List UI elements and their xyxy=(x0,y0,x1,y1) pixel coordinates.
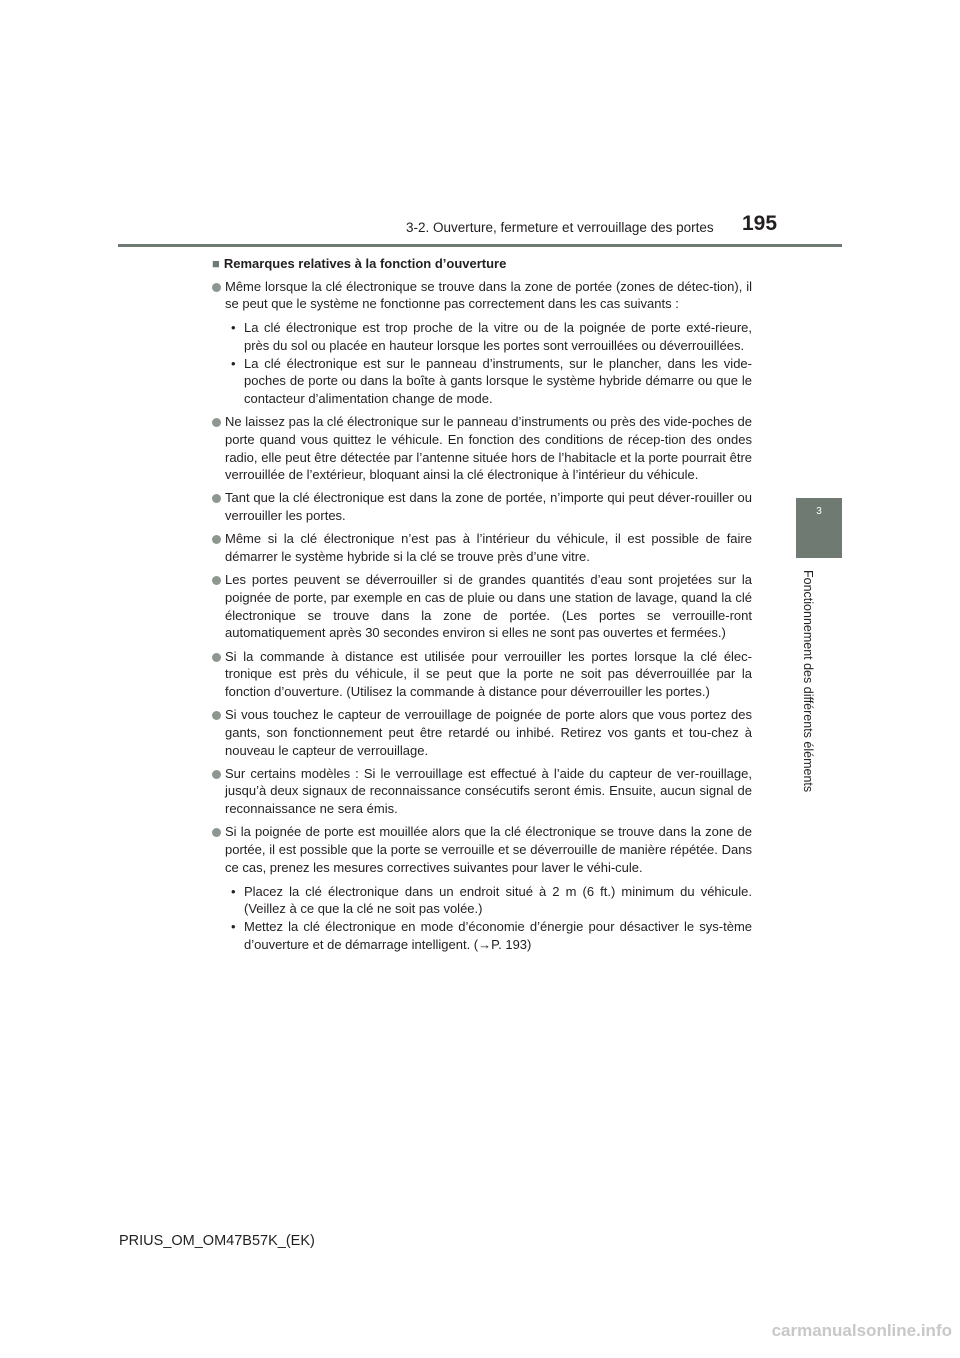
sub-list xyxy=(225,319,752,408)
running-header: 3-2. Ouverture, fermeture et verrouillage des portes xyxy=(406,220,714,235)
item-text: Même si la clé électronique n’est pas à l’intérieur du véhicule, il est possible de faire démarrer le système hybride si la clé se trouve près d’une vitre. xyxy=(225,531,752,565)
section-title-text: Remarques relatives à la fonction d’ouverture xyxy=(223,256,507,271)
list-item xyxy=(212,571,752,642)
list-item xyxy=(212,765,752,818)
chapter-title: Fonctionnement des différents éléments xyxy=(801,570,815,793)
sub-item: • La clé électronique est sur le panneau d’instruments, sur le plancher, dans les vide-poches de porte ou dans la boîte à gants lorsque le système hybride démarre ou que le contacteur d’alimentation change de mode. xyxy=(225,355,752,408)
item-text: Tant que la clé électronique est dans la zone de portée, n’importe qui peut déver-rouiller ou verrouiller les portes. xyxy=(225,490,752,524)
sub-item: • Mettez la clé électronique en mode d’économie d’énergie pour désactiver le sys-tème d’ouverture et de démarrage intelligent. (→P. 193) xyxy=(225,918,752,953)
sub-item: • Placez la clé électronique dans un endroit situé à 2 m (6 ft.) minimum du véhicule. (Veillez à ce que la clé ne soit pas volée.) xyxy=(225,883,752,918)
list-item xyxy=(212,706,752,759)
section-title xyxy=(212,255,752,273)
item-text: Sur certains modèles : Si le verrouillage est effectué à l’aide du capteur de ver-rouillage, jusqu’à deux signaux de reconnaissance consécutifs seront émis. Ensuite, aucun signal de reconnaissance ne sera émis. xyxy=(225,765,752,817)
square-bullet-icon: ■ xyxy=(212,256,220,271)
item-text: Si la poignée de porte est mouillée alors que la clé électronique se trouve dans la zone de portée, il est possible que la porte se verrouille et se déverrouille de manière répétée. Dans ce cas, prenez les mesures correctives suivantes pour laver le véhi-cule. xyxy=(225,824,752,875)
item-text: Si la commande à distance est utilisée pour verrouiller les portes lorsque la clé élec-tronique est près du véhicule, il se peut que la porte ne soit pas déverrouillée par la fonction d’ouverture. (Utilisez la commande à distance pour déverrouiller les portes.) xyxy=(225,648,752,699)
bullet-icon xyxy=(212,576,221,585)
page-content xyxy=(212,255,752,959)
list-item xyxy=(212,530,752,565)
bullet-icon xyxy=(212,711,221,720)
item-text: Ne laissez pas la clé électronique sur le panneau d’instruments ou près des vide-poches de porte quand vous quittez le véhicule. En fonction des conditions de récep-tion des ondes radio, elle peut être détectée par l’antenne située hors de l’habitacle et la porte pourrait être verrouillée de l’extérieur, bloquant ainsi la clé électronique à l’intérieur du véhicule. xyxy=(225,414,752,483)
header-rule xyxy=(118,244,842,247)
item-list xyxy=(212,278,752,954)
sub-item: • La clé électronique est trop proche de la vitre ou de la poignée de porte exté-rieure, près du sol ou placée en hauteur lorsque les portes sont verrouillées ou déverrouillées. xyxy=(225,319,752,354)
sub-list xyxy=(225,883,752,954)
list-item xyxy=(212,413,752,484)
bullet-icon xyxy=(212,770,221,779)
list-item xyxy=(212,648,752,701)
bullet-icon xyxy=(212,283,221,292)
list-item xyxy=(212,489,752,524)
list-item xyxy=(212,823,752,953)
item-text: Les portes peuvent se déverrouiller si de grandes quantités d’eau sont projetées sur la poignée de porte, par exemple en cas de pluie ou dans une station de lavage, quand la clé électronique se trouve dans la zone de portée. (Les portes se verrouille-ront automatiquement après 30 secondes environ si elles ne sont pas ouvertes et fermées.) xyxy=(225,572,752,641)
bullet-icon xyxy=(212,535,221,544)
bullet-icon xyxy=(212,653,221,662)
item-text: Même lorsque la clé électronique se trouve dans la zone de portée (zones de détec-tion), il se peut que le système ne fonctionne pas correctement dans les cas suivants : xyxy=(225,278,752,312)
bullet-icon xyxy=(212,828,221,837)
list-item xyxy=(212,278,752,408)
document-code: PRIUS_OM_OM47B57K_(EK) xyxy=(119,1233,315,1249)
watermark: carmanualsonline.info xyxy=(771,1321,952,1340)
page-number: 195 xyxy=(742,212,778,235)
bullet-icon xyxy=(212,494,221,503)
chapter-tab xyxy=(796,498,842,558)
item-text: Si vous touchez le capteur de verrouillage de poignée de porte alors que vous portez des gants, son fonctionnement peut être retardé ou inhibé. Retirez vos gants et tou-chez à nouveau le capteur de verrouillage. xyxy=(225,707,752,758)
bullet-icon xyxy=(212,418,221,427)
chapter-number: 3 xyxy=(816,506,822,517)
